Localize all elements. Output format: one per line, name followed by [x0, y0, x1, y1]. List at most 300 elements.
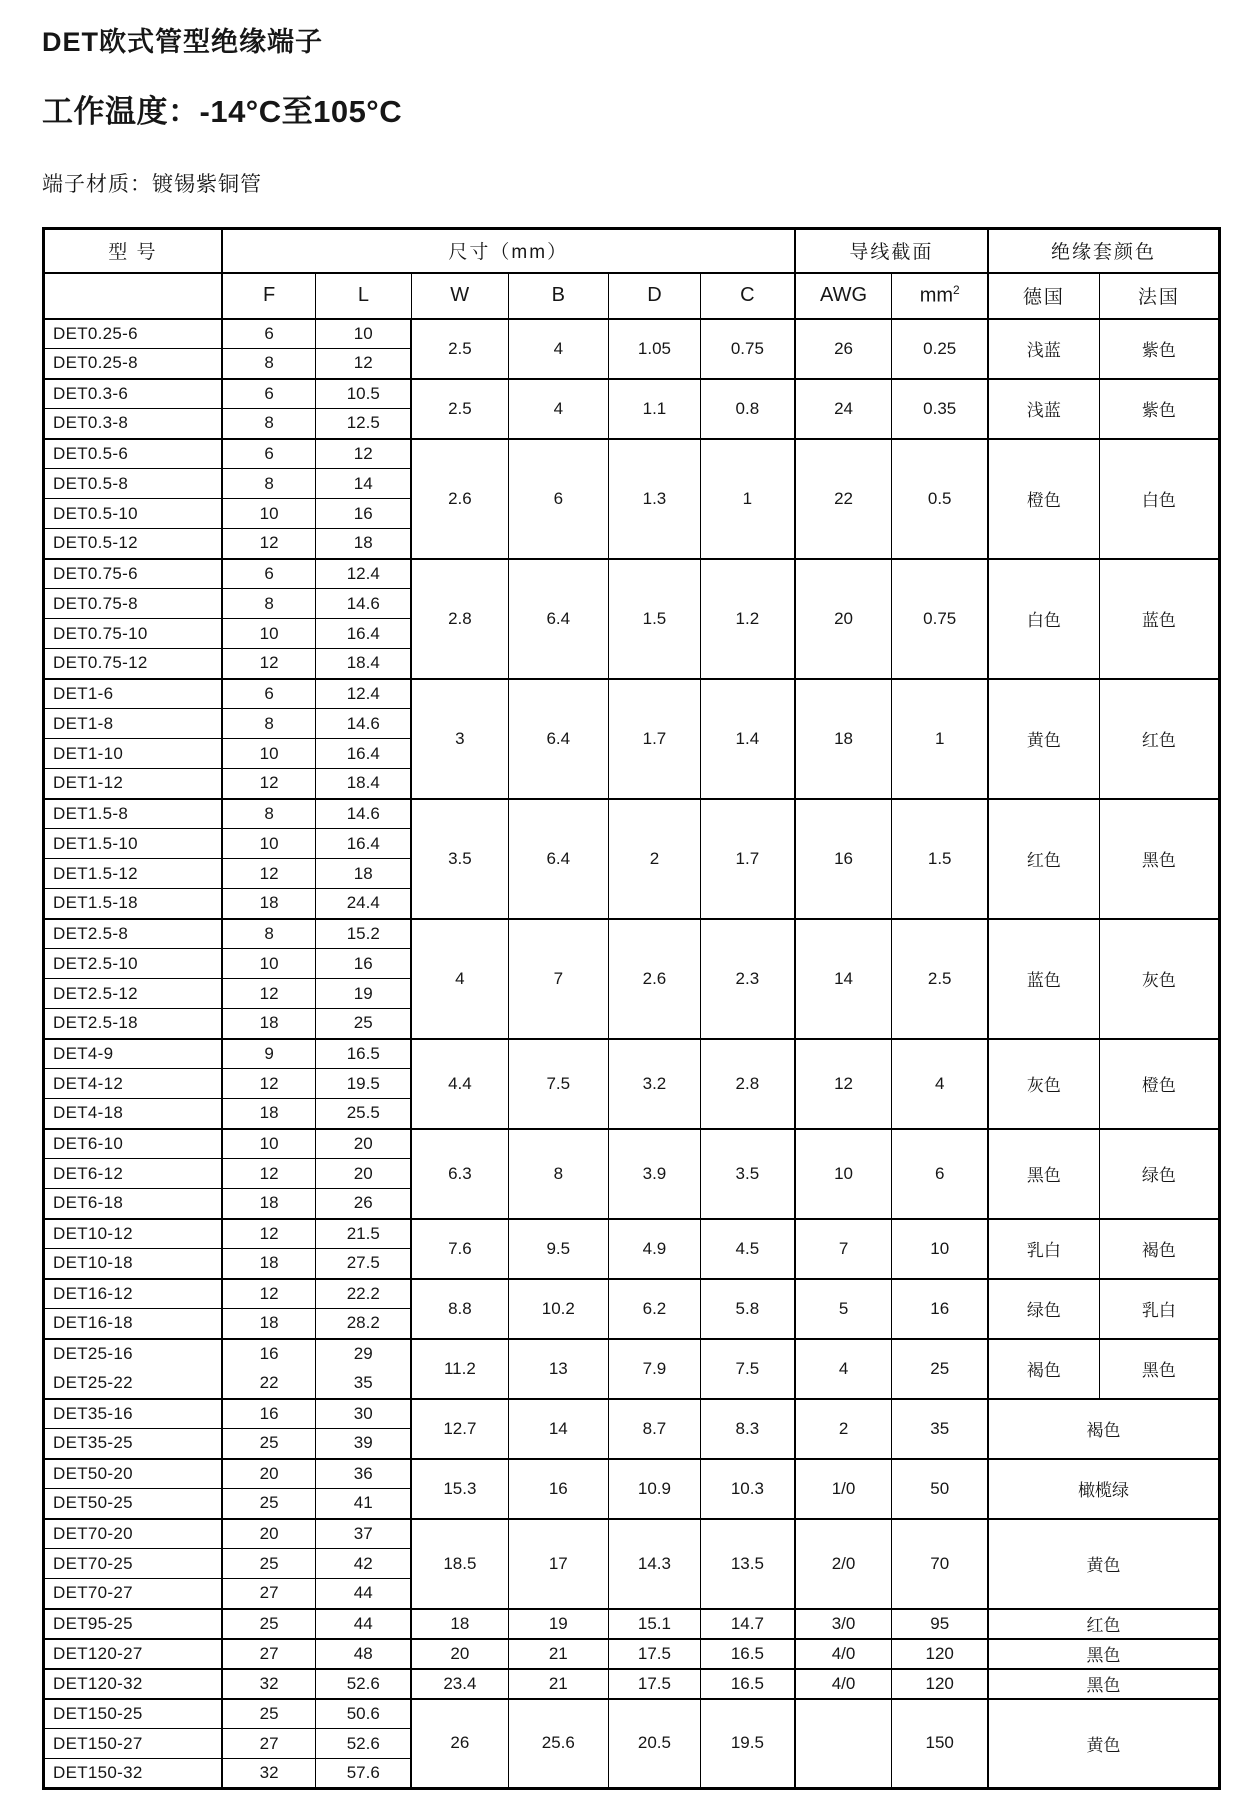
model-cell: DET1.5-12	[44, 859, 222, 889]
color-france-cell: 灰色	[1099, 919, 1219, 1039]
dim-l-cell: 52.6	[316, 1729, 411, 1759]
dim-l-cell: 57.6	[316, 1759, 411, 1789]
awg-cell: 22	[795, 439, 892, 559]
dim-b-cell: 10.2	[508, 1279, 608, 1339]
color-germany-cell: 浅蓝	[988, 319, 1099, 379]
mm2-cell: 0.5	[892, 439, 988, 559]
color-france-cell: 紫色	[1099, 379, 1219, 439]
column-header-德国: 德国	[988, 273, 1099, 319]
table-row	[44, 1399, 1220, 1429]
dim-d-cell: 10.9	[608, 1459, 700, 1519]
dim-l-cell: 16	[316, 949, 411, 979]
model-cell: DET6-18	[44, 1189, 222, 1219]
dim-f-cell: 32	[222, 1759, 316, 1789]
dim-f-cell: 20	[222, 1459, 316, 1489]
color-germany-cell: 绿色	[988, 1279, 1099, 1339]
dim-c-cell: 7.5	[701, 1339, 795, 1399]
mm2-cell: 120	[892, 1639, 988, 1669]
model-cell: DET0.5-6	[44, 439, 222, 469]
dim-c-cell: 1.7	[701, 799, 795, 919]
dim-l-cell: 12	[316, 349, 411, 379]
dim-f-cell: 8	[222, 589, 316, 619]
model-cell: DET35-25	[44, 1429, 222, 1459]
awg-cell: 14	[795, 919, 892, 1039]
dim-f-cell: 10	[222, 829, 316, 859]
dim-f-cell: 27	[222, 1579, 316, 1609]
color-france-cell: 橙色	[1099, 1039, 1219, 1129]
dim-d-cell: 3.9	[608, 1129, 700, 1219]
dim-l-cell: 16.4	[316, 829, 411, 859]
mm2-cell: 35	[892, 1399, 988, 1459]
dim-f-cell: 6	[222, 679, 316, 709]
dim-f-cell: 18	[222, 1249, 316, 1279]
awg-cell: 10	[795, 1129, 892, 1219]
dim-l-cell: 14.6	[316, 709, 411, 739]
dim-l-cell: 27.5	[316, 1249, 411, 1279]
dim-l-cell: 20	[316, 1129, 411, 1159]
dim-w-cell: 20	[411, 1639, 508, 1669]
dim-l-cell: 18.4	[316, 649, 411, 679]
dim-c-cell: 5.8	[701, 1279, 795, 1339]
dim-b-cell: 6.4	[508, 559, 608, 679]
dim-f-cell: 16	[222, 1339, 316, 1369]
model-cell: DET120-27	[44, 1639, 222, 1669]
dim-b-cell: 6	[508, 439, 608, 559]
color-span-cell: 黄色	[988, 1519, 1219, 1609]
dim-w-cell: 8.8	[411, 1279, 508, 1339]
awg-cell: 3/0	[795, 1609, 892, 1639]
color-germany-cell: 乳白	[988, 1219, 1099, 1279]
color-france-cell: 黑色	[1099, 1339, 1219, 1399]
color-germany-cell: 黄色	[988, 679, 1099, 799]
model-cell: DET150-25	[44, 1699, 222, 1729]
dim-w-cell: 12.7	[411, 1399, 508, 1459]
model-cell: DET1-10	[44, 739, 222, 769]
dim-d-cell: 2	[608, 799, 700, 919]
model-cell: DET35-16	[44, 1399, 222, 1429]
dim-l-cell: 37	[316, 1519, 411, 1549]
spec-table-body	[44, 319, 1220, 1789]
mm2-cell: 6	[892, 1129, 988, 1219]
mm2-cell: 70	[892, 1519, 988, 1609]
dim-f-cell: 12	[222, 859, 316, 889]
column-header-w: W	[411, 273, 508, 319]
dim-f-cell: 10	[222, 619, 316, 649]
color-span-cell: 褐色	[988, 1399, 1219, 1459]
model-cell: DET0.5-8	[44, 469, 222, 499]
dim-l-cell: 24.4	[316, 889, 411, 919]
dim-f-cell: 12	[222, 979, 316, 1009]
dim-f-cell: 27	[222, 1639, 316, 1669]
model-cell: DET50-20	[44, 1459, 222, 1489]
color-span-cell: 橄榄绿	[988, 1459, 1219, 1519]
dim-f-cell: 12	[222, 649, 316, 679]
dim-f-cell: 12	[222, 769, 316, 799]
dim-f-cell: 25	[222, 1429, 316, 1459]
model-cell: DET0.25-8	[44, 349, 222, 379]
dim-f-cell: 22	[222, 1369, 316, 1399]
model-cell: DET2.5-12	[44, 979, 222, 1009]
page-title: DET欧式管型绝缘端子	[42, 27, 323, 57]
table-row	[44, 559, 1220, 589]
model-cell: DET0.75-12	[44, 649, 222, 679]
dim-f-cell: 16	[222, 1399, 316, 1429]
color-germany-cell: 蓝色	[988, 919, 1099, 1039]
model-cell: DET0.5-12	[44, 529, 222, 559]
dim-l-cell: 30	[316, 1399, 411, 1429]
color-germany-cell: 褐色	[988, 1339, 1099, 1399]
dim-f-cell: 12	[222, 1069, 316, 1099]
dim-f-cell: 25	[222, 1549, 316, 1579]
model-cell: DET2.5-10	[44, 949, 222, 979]
color-germany-cell: 红色	[988, 799, 1099, 919]
mm2-cell: 95	[892, 1609, 988, 1639]
dim-w-cell: 4.4	[411, 1039, 508, 1129]
color-span-cell: 黑色	[988, 1639, 1219, 1669]
dim-f-cell: 8	[222, 919, 316, 949]
dim-l-cell: 42	[316, 1549, 411, 1579]
dim-l-cell: 44	[316, 1609, 411, 1639]
model-cell: DET0.75-8	[44, 589, 222, 619]
dim-w-cell: 23.4	[411, 1669, 508, 1699]
dim-w-cell: 7.6	[411, 1219, 508, 1279]
dim-w-cell: 11.2	[411, 1339, 508, 1399]
mm2-cell: 0.75	[892, 559, 988, 679]
table-row	[44, 1219, 1220, 1249]
model-cell: DET6-10	[44, 1129, 222, 1159]
model-cell: DET25-16	[44, 1339, 222, 1369]
color-france-cell: 绿色	[1099, 1129, 1219, 1219]
dim-l-cell: 25.5	[316, 1099, 411, 1129]
dim-l-cell: 10	[316, 319, 411, 349]
dim-l-cell: 52.6	[316, 1669, 411, 1699]
dim-d-cell: 1.1	[608, 379, 700, 439]
mm2-cell: 120	[892, 1669, 988, 1699]
mm2-cell: 0.35	[892, 379, 988, 439]
dim-l-cell: 28.2	[316, 1309, 411, 1339]
dim-b-cell: 7	[508, 919, 608, 1039]
dim-f-cell: 27	[222, 1729, 316, 1759]
color-germany-cell: 灰色	[988, 1039, 1099, 1129]
table-row	[44, 1129, 1220, 1159]
working-temperature-line: 工作温度：-14°C至105°C	[42, 94, 403, 129]
model-cell: DET4-9	[44, 1039, 222, 1069]
model-cell: DET0.3-8	[44, 409, 222, 439]
dim-l-cell: 39	[316, 1429, 411, 1459]
awg-cell: 26	[795, 319, 892, 379]
awg-cell: 12	[795, 1039, 892, 1129]
dim-c-cell: 1	[701, 439, 795, 559]
dim-f-cell: 6	[222, 439, 316, 469]
dim-f-cell: 8	[222, 799, 316, 829]
awg-cell: 18	[795, 679, 892, 799]
color-span-cell: 黄色	[988, 1699, 1219, 1789]
dim-f-cell: 25	[222, 1489, 316, 1519]
dim-w-cell: 3	[411, 679, 508, 799]
dim-f-cell: 10	[222, 1129, 316, 1159]
dim-f-cell: 8	[222, 349, 316, 379]
awg-cell	[795, 1699, 892, 1789]
model-cell: DET150-27	[44, 1729, 222, 1759]
dim-f-cell: 10	[222, 499, 316, 529]
dim-f-cell: 6	[222, 559, 316, 589]
dim-l-cell: 18	[316, 529, 411, 559]
table-row	[44, 379, 1220, 409]
dim-l-cell: 22.2	[316, 1279, 411, 1309]
table-row	[44, 319, 1220, 349]
model-cell: DET4-18	[44, 1099, 222, 1129]
dim-d-cell: 7.9	[608, 1339, 700, 1399]
dim-c-cell: 3.5	[701, 1129, 795, 1219]
dim-l-cell: 12.4	[316, 559, 411, 589]
dim-l-cell: 12.4	[316, 679, 411, 709]
model-cell: DET16-12	[44, 1279, 222, 1309]
dim-l-cell: 16.4	[316, 739, 411, 769]
dim-w-cell: 26	[411, 1699, 508, 1789]
model-cell: DET0.75-6	[44, 559, 222, 589]
awg-cell: 16	[795, 799, 892, 919]
table-row	[44, 1519, 1220, 1549]
color-germany-cell: 黑色	[988, 1129, 1099, 1219]
dim-l-cell: 18.4	[316, 769, 411, 799]
table-row	[44, 1609, 1220, 1639]
awg-cell: 20	[795, 559, 892, 679]
table-row	[44, 799, 1220, 829]
model-cell: DET4-12	[44, 1069, 222, 1099]
terminal-material-line: 端子材质：镀锡紫铜管	[42, 173, 262, 196]
column-header-model: 型 号	[44, 229, 222, 273]
dim-f-cell: 18	[222, 1189, 316, 1219]
dim-d-cell: 20.5	[608, 1699, 700, 1789]
spec-table-header	[44, 229, 1220, 319]
dim-l-cell: 25	[316, 1009, 411, 1039]
dim-w-cell: 3.5	[411, 799, 508, 919]
column-header-b: B	[508, 273, 608, 319]
dim-f-cell: 25	[222, 1609, 316, 1639]
table-row	[44, 679, 1220, 709]
model-cell: DET50-25	[44, 1489, 222, 1519]
dim-f-cell: 8	[222, 709, 316, 739]
dim-l-cell: 12.5	[316, 409, 411, 439]
color-span-cell: 红色	[988, 1609, 1219, 1639]
dim-d-cell: 4.9	[608, 1219, 700, 1279]
dim-f-cell: 32	[222, 1669, 316, 1699]
dim-b-cell: 8	[508, 1129, 608, 1219]
dim-b-cell: 21	[508, 1669, 608, 1699]
column-header-c: C	[701, 273, 795, 319]
dim-f-cell: 12	[222, 1279, 316, 1309]
dim-f-cell: 18	[222, 1009, 316, 1039]
dim-l-cell: 16.4	[316, 619, 411, 649]
dim-w-cell: 2.6	[411, 439, 508, 559]
dim-f-cell: 9	[222, 1039, 316, 1069]
dim-w-cell: 2.5	[411, 379, 508, 439]
dim-w-cell: 15.3	[411, 1459, 508, 1519]
model-cell: DET1.5-18	[44, 889, 222, 919]
color-france-cell: 红色	[1099, 679, 1219, 799]
column-header-awg: AWG	[795, 273, 892, 319]
model-cell: DET0.5-10	[44, 499, 222, 529]
dim-b-cell: 4	[508, 319, 608, 379]
dim-f-cell: 12	[222, 529, 316, 559]
dim-c-cell: 10.3	[701, 1459, 795, 1519]
table-row	[44, 1669, 1220, 1699]
dim-c-cell: 13.5	[701, 1519, 795, 1609]
color-germany-cell: 浅蓝	[988, 379, 1099, 439]
dim-c-cell: 4.5	[701, 1219, 795, 1279]
model-cell: DET70-27	[44, 1579, 222, 1609]
mm2-cell: 50	[892, 1459, 988, 1519]
model-cell: DET2.5-8	[44, 919, 222, 949]
dim-w-cell: 4	[411, 919, 508, 1039]
dim-l-cell: 19	[316, 979, 411, 1009]
dim-b-cell: 9.5	[508, 1219, 608, 1279]
awg-cell: 4/0	[795, 1639, 892, 1669]
dim-l-cell: 50.6	[316, 1699, 411, 1729]
mm2-cell: 0.25	[892, 319, 988, 379]
model-cell: DET1.5-10	[44, 829, 222, 859]
mm2-cell: 16	[892, 1279, 988, 1339]
dim-l-cell: 10.5	[316, 379, 411, 409]
dim-w-cell: 6.3	[411, 1129, 508, 1219]
table-row	[44, 1639, 1220, 1669]
awg-cell: 2/0	[795, 1519, 892, 1609]
color-france-cell: 蓝色	[1099, 559, 1219, 679]
dim-l-cell: 35	[316, 1369, 411, 1399]
awg-cell: 2	[795, 1399, 892, 1459]
dim-b-cell: 6.4	[508, 799, 608, 919]
dim-l-cell: 14.6	[316, 589, 411, 619]
dim-c-cell: 14.7	[701, 1609, 795, 1639]
dim-l-cell: 29	[316, 1339, 411, 1369]
dim-f-cell: 18	[222, 1309, 316, 1339]
table-row	[44, 919, 1220, 949]
dim-d-cell: 14.3	[608, 1519, 700, 1609]
mm2-cell: 4	[892, 1039, 988, 1129]
dim-f-cell: 12	[222, 1159, 316, 1189]
dim-f-cell: 12	[222, 1219, 316, 1249]
dim-f-cell: 25	[222, 1699, 316, 1729]
dim-w-cell: 18	[411, 1609, 508, 1639]
dim-c-cell: 1.2	[701, 559, 795, 679]
model-cell: DET1-12	[44, 769, 222, 799]
dim-c-cell: 0.75	[701, 319, 795, 379]
column-header-wire-section: 导线截面	[795, 229, 988, 273]
dim-w-cell: 2.5	[411, 319, 508, 379]
mm2-cell: 10	[892, 1219, 988, 1279]
model-cell: DET16-18	[44, 1309, 222, 1339]
dim-d-cell: 2.6	[608, 919, 700, 1039]
column-header-法国: 法国	[1099, 273, 1219, 319]
model-cell: DET25-22	[44, 1369, 222, 1399]
dim-b-cell: 6.4	[508, 679, 608, 799]
terminal-spec-table	[42, 227, 1221, 1790]
dim-f-cell: 18	[222, 1099, 316, 1129]
awg-cell: 1/0	[795, 1459, 892, 1519]
dim-b-cell: 4	[508, 379, 608, 439]
dim-l-cell: 36	[316, 1459, 411, 1489]
dim-d-cell: 1.3	[608, 439, 700, 559]
dim-f-cell: 20	[222, 1519, 316, 1549]
dim-c-cell: 16.5	[701, 1669, 795, 1699]
dim-w-cell: 18.5	[411, 1519, 508, 1609]
column-header-size: 尺寸（mm）	[222, 229, 795, 273]
mm2-cell: 1.5	[892, 799, 988, 919]
table-row	[44, 1039, 1220, 1069]
color-france-cell: 褐色	[1099, 1219, 1219, 1279]
column-header-d: D	[608, 273, 700, 319]
dim-l-cell: 20	[316, 1159, 411, 1189]
table-row	[44, 1279, 1220, 1309]
dim-f-cell: 18	[222, 889, 316, 919]
model-cell: DET6-12	[44, 1159, 222, 1189]
column-header-mm: $mm^2$	[892, 273, 988, 319]
dim-l-cell: 21.5	[316, 1219, 411, 1249]
dim-f-cell: 8	[222, 469, 316, 499]
mm2-cell: 1	[892, 679, 988, 799]
dim-c-cell: 2.8	[701, 1039, 795, 1129]
dim-l-cell: 16.5	[316, 1039, 411, 1069]
color-germany-cell: 白色	[988, 559, 1099, 679]
awg-cell: 4/0	[795, 1669, 892, 1699]
dim-c-cell: 8.3	[701, 1399, 795, 1459]
column-header-sleeve-color: 绝缘套颜色	[988, 229, 1219, 273]
table-row	[44, 1339, 1220, 1369]
dim-c-cell: 2.3	[701, 919, 795, 1039]
dim-b-cell: 19	[508, 1609, 608, 1639]
model-cell: DET70-25	[44, 1549, 222, 1579]
dim-l-cell: 48	[316, 1639, 411, 1669]
color-span-cell: 黑色	[988, 1669, 1219, 1699]
dim-d-cell: 3.2	[608, 1039, 700, 1129]
mm2-cell: 2.5	[892, 919, 988, 1039]
model-cell: DET1-6	[44, 679, 222, 709]
dim-l-cell: 41	[316, 1489, 411, 1519]
dim-f-cell: 10	[222, 739, 316, 769]
model-cell: DET120-32	[44, 1669, 222, 1699]
awg-cell: 24	[795, 379, 892, 439]
dim-c-cell: 19.5	[701, 1699, 795, 1789]
dim-d-cell: 1.7	[608, 679, 700, 799]
column-header-model-blank	[44, 273, 222, 319]
dim-l-cell: 14	[316, 469, 411, 499]
model-cell: DET2.5-18	[44, 1009, 222, 1039]
mm2-cell: 25	[892, 1339, 988, 1399]
dim-d-cell: 15.1	[608, 1609, 700, 1639]
dim-b-cell: 7.5	[508, 1039, 608, 1129]
dim-f-cell: 6	[222, 379, 316, 409]
dim-l-cell: 26	[316, 1189, 411, 1219]
model-cell: DET0.3-6	[44, 379, 222, 409]
model-cell: DET70-20	[44, 1519, 222, 1549]
column-header-f: F	[222, 273, 316, 319]
dim-f-cell: 10	[222, 949, 316, 979]
dim-f-cell: 6	[222, 319, 316, 349]
dim-l-cell: 44	[316, 1579, 411, 1609]
dim-d-cell: 8.7	[608, 1399, 700, 1459]
dim-b-cell: 25.6	[508, 1699, 608, 1789]
dim-d-cell: 1.05	[608, 319, 700, 379]
model-cell: DET1.5-8	[44, 799, 222, 829]
dim-l-cell: 18	[316, 859, 411, 889]
model-cell: DET95-25	[44, 1609, 222, 1639]
model-cell: DET10-12	[44, 1219, 222, 1249]
color-germany-cell: 橙色	[988, 439, 1099, 559]
model-cell: DET0.75-10	[44, 619, 222, 649]
table-row	[44, 1459, 1220, 1489]
dim-d-cell: 6.2	[608, 1279, 700, 1339]
dim-b-cell: 17	[508, 1519, 608, 1609]
